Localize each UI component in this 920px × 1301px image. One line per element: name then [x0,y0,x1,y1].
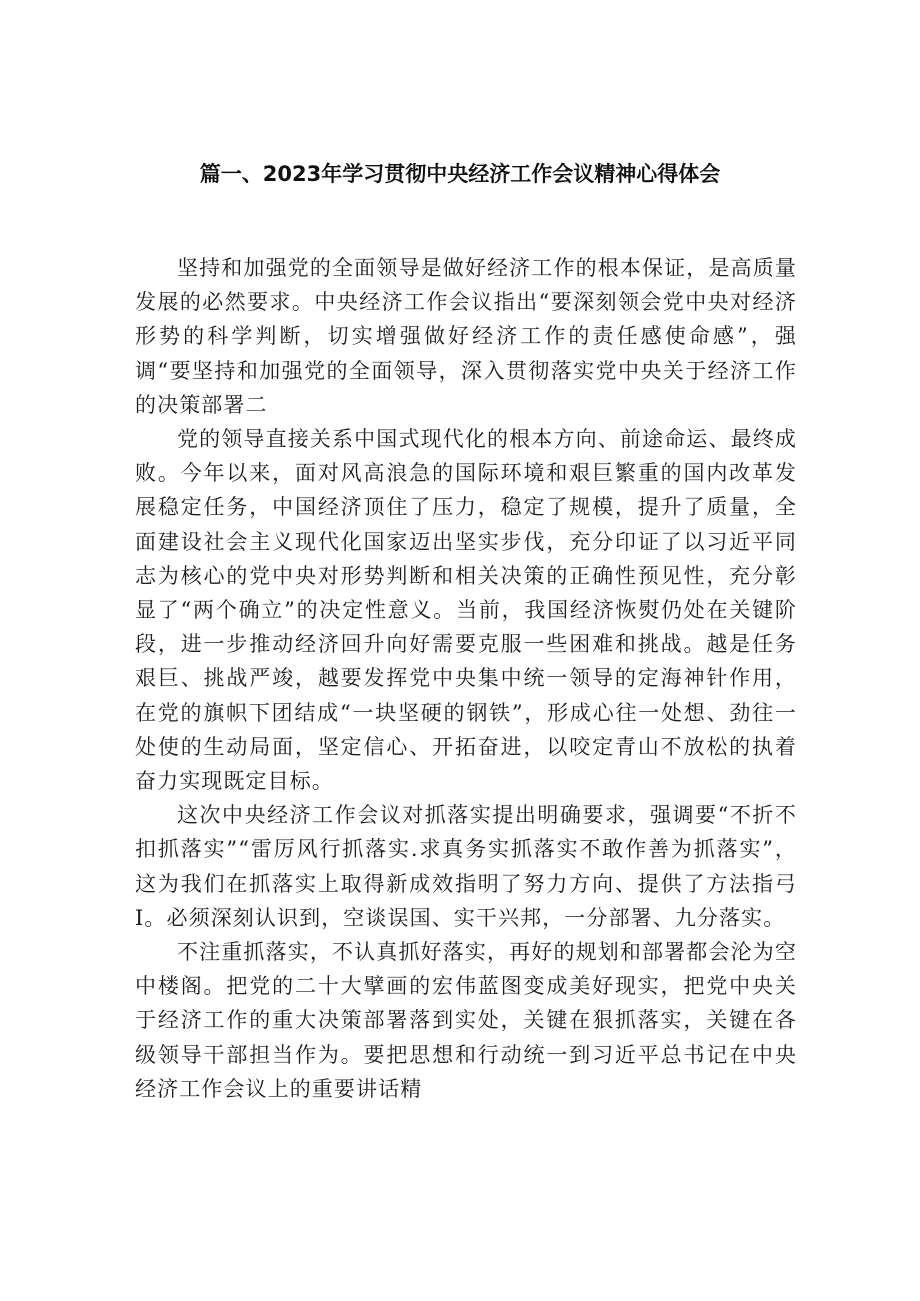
paragraph-3: 这次中央经济工作会议对抓落实提出明确要求，强调要“不折不扣抓落实”“雷厉风行抓落实.求真务实抓落实不敢作善为抓落实”，这为我们在抓落实上取得新成效指明了努力方向、提供了方法指弓I。必须深刻认识到，空谈误国、实干兴邦，一分部署、九分落实。 [135,803,797,930]
paragraph-4: 不注重抓落实，不认真抓好落实，再好的规划和部署都会沦为空中楼阁。把党的二十大擘画的宏伟蓝图变成美好现实，把党中央关于经济工作的重大决策部署落到实处，关键在狠抓落实，关键在各级领导干部担当作为。要把思想和行动统一到习近平总书记在中央经济工作会议上的重要讲话精 [135,940,797,1101]
document-body [135,251,797,1106]
paragraph-1: 坚持和加强党的全面领导是做好经济工作的根本保证，是高质量发展的必然要求。中央经济工作会议指出“要深刻领会党中央对经济形势的科学判断，切实增强做好经济工作的责任感使命感”，强调“要坚持和加强党的全面领导，深入贯彻落实党中央关于经济工作的决策部署二 [135,256,797,417]
paragraph-2: 党的领导直接关系中国式现代化的根本方向、前途命运、最终成败。今年以来，面对风高浪急的国际环境和艰巨繁重的国内改革发展稳定任务，中国经济顶住了压力，稳定了规模，提升了质量，全面建设社会主义现代化国家迈出坚实步伐，充分印证了以习近平同志为核心的党中央对形势判断和相关决策的正确性预见性，充分彰显了“两个确立”的决定性意义。当前，我国经济恢熨仍处在关键阶段，进一步推动经济回升向好需要克服一些困难和挑战。越是任务艰巨、挑战严竣，越要发挥党中央集中统一领导的定海神针作用，在党的旗帜下团结成“一块坚硬的钢铁”，形成心往一处想、劲往一处使的生动局面，坚定信心、开拓奋进，以咬定青山不放松的执着奋力实现既定目标。 [135,427,797,794]
document-title: 篇一、2023年学习贯彻中央经济工作会议精神心得体会 [199,162,721,186]
